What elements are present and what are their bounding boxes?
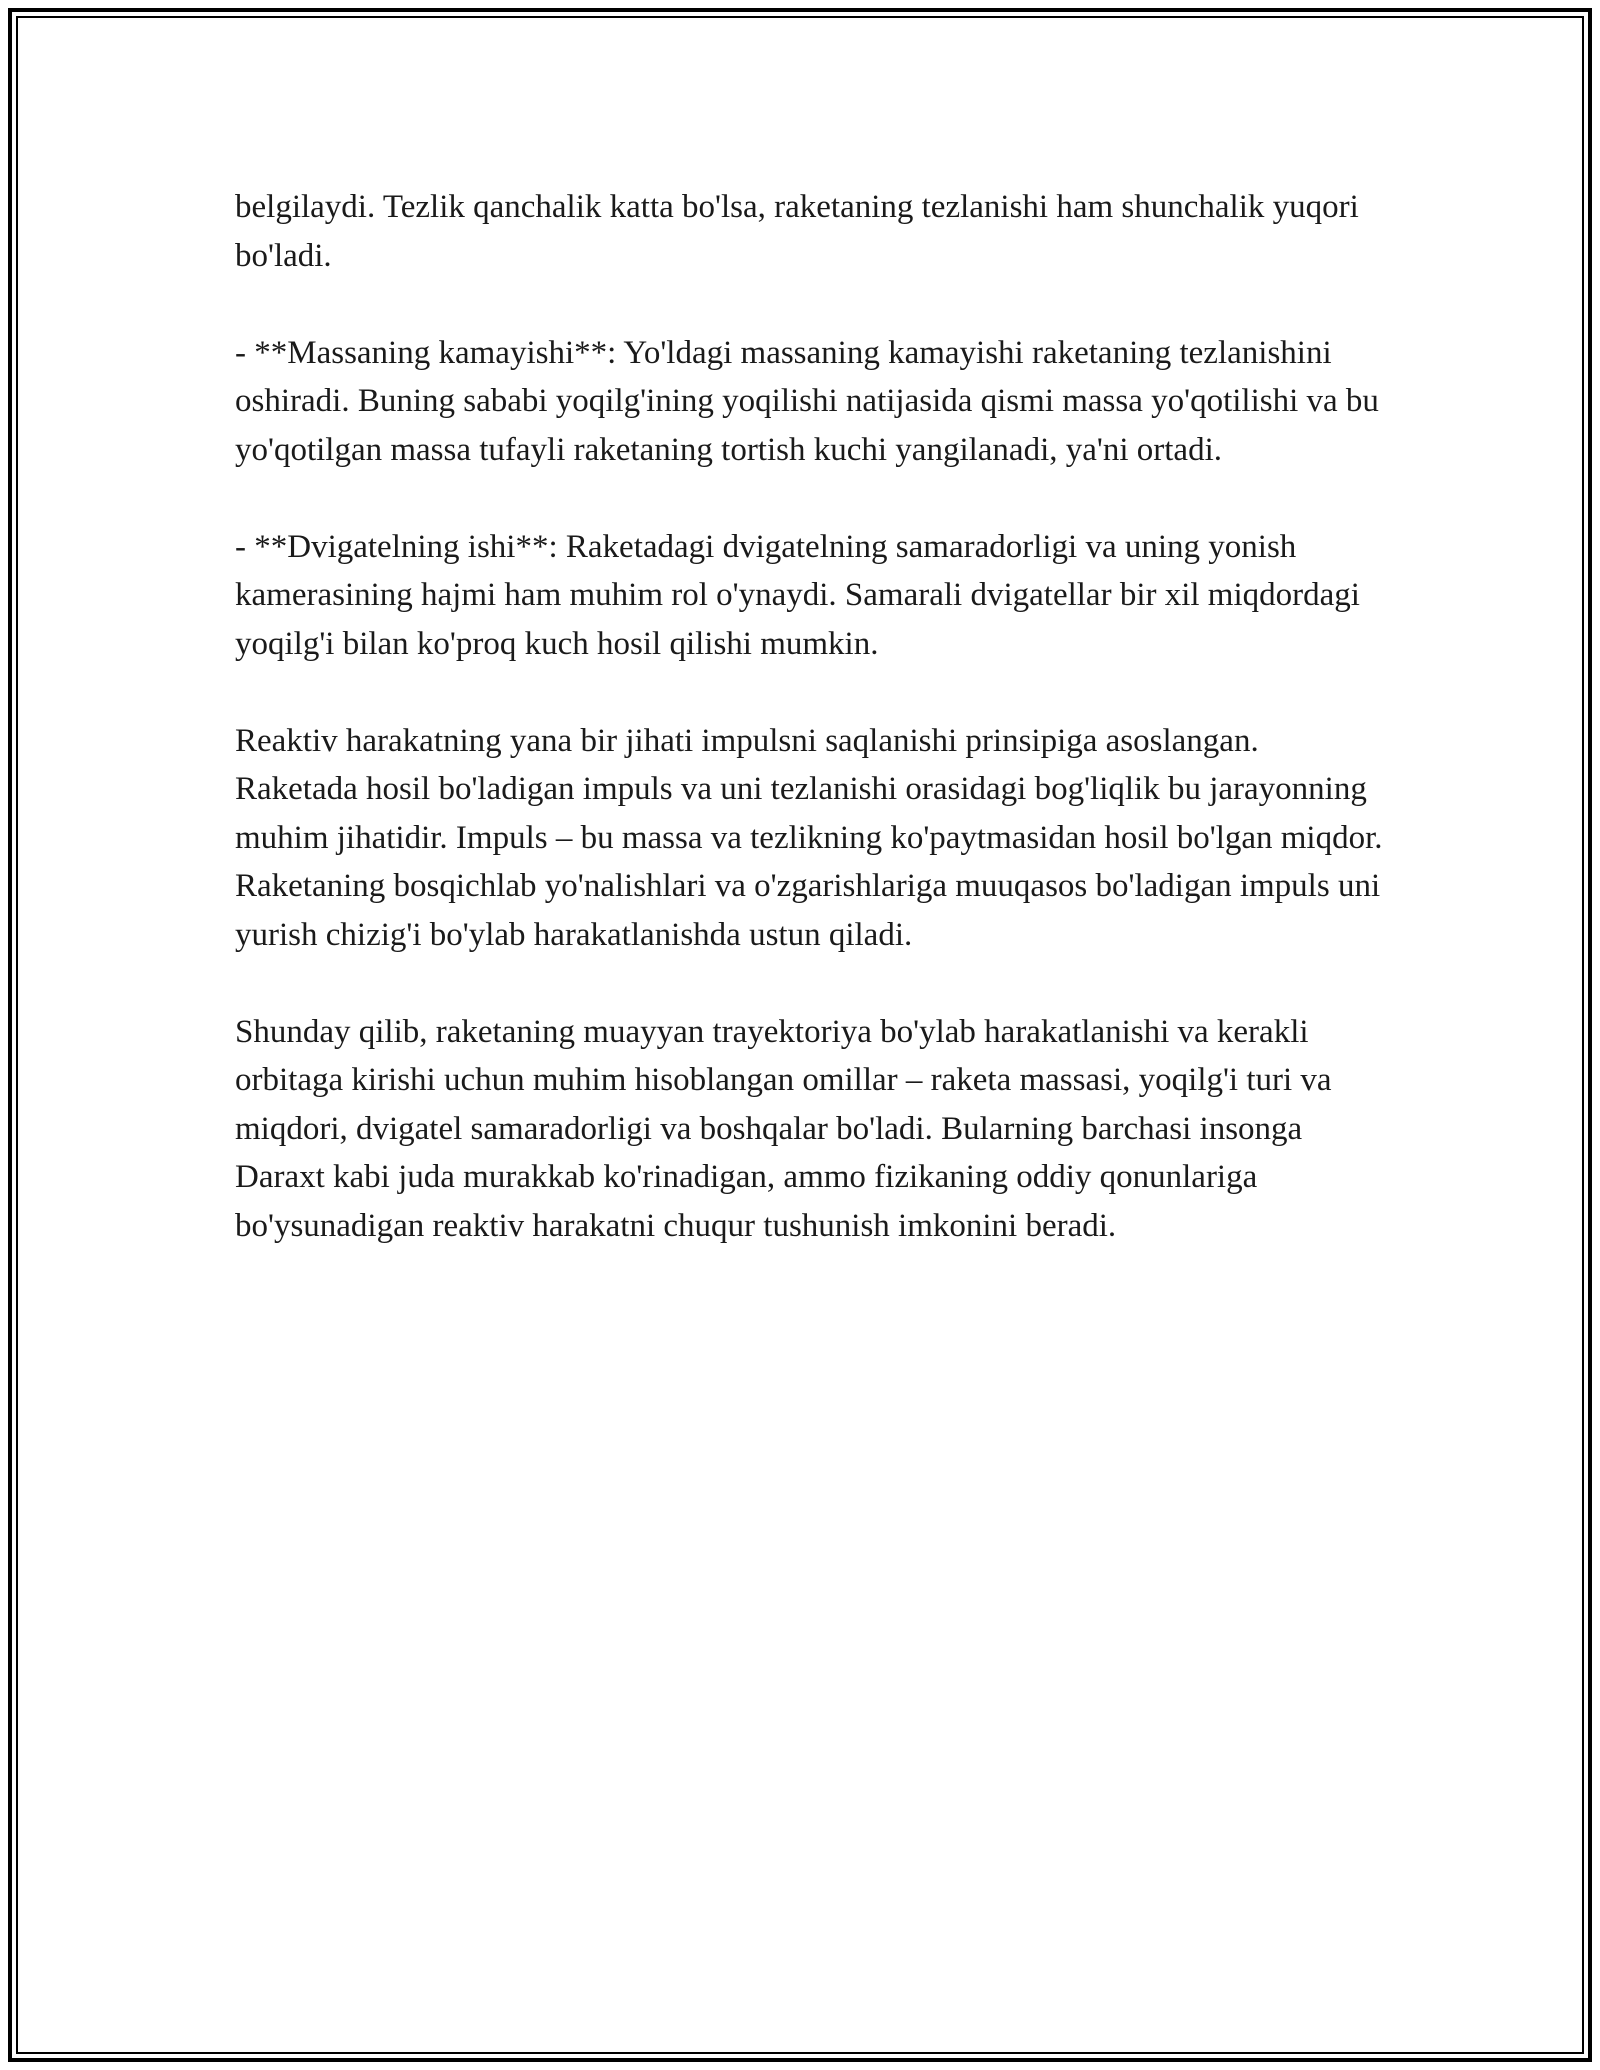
paragraph-mass-decrease: - **Massaning kamayishi**: Yo'ldagi massaning kamayishi raketaning tezlanishini oshiradi. Buning sababi yoqilg'ining yoqilishi natijasida qismi massa yo'qotilishi va bu yo'qotilgan massa tufayli raketaning tortish kuchi yangilanadi, ya'ni ortadi. (235, 334, 1379, 468)
paragraph-engine-work: - **Dvigatelning ishi**: Raketadagi dvigatelning samaradorligi va uning yonish kamerasining hajmi ham muhim rol o'ynaydi. Samarali dvigatellar bir xil miqdordagi yoqilg'i bilan ko'proq kuch hosil qilishi mumkin. (235, 528, 1360, 662)
document-body (235, 183, 1385, 1250)
paragraph-conclusion: Shunday qilib, raketaning muayyan trayektoriya bo'ylab harakatlanishi va kerakli orbitaga kirishi uchun muhim hisoblangan omillar – raketa massasi, yoqilg'i turi va miqdori, dvigatel samaradorligi va boshqalar bo'ladi. Bularning barchasi insonga Daraxt kabi juda murakkab ko'rinadigan, ammo fizikaning oddiy qonunlariga bo'ysunadigan reaktiv harakatni chuqur tushunish imkonini beradi. (235, 1013, 1332, 1244)
paragraph-speed-continuation: belgilaydi. Tezlik qanchalik katta bo'lsa, raketaning tezlanishi ham shunchalik yuqori bo'ladi. (235, 189, 1359, 274)
paragraph-impulse: Reaktiv harakatning yana bir jihati impulsni saqlanishi prinsipiga asoslangan. Raketada hosil bo'ladigan impuls va uni tezlanishi orasidagi bog'liqlik bu jarayonning muhim jihatidir. Impuls – bu massa va tezlikning ko'paytmasidan hosil bo'lgan miqdor. Raketaning bosqichlab yo'nalishlari va o'zgarishlariga muuqasos bo'ladigan impuls uni yurish chizig'i bo'ylab harakatlanishda ustun qiladi. (235, 722, 1383, 953)
